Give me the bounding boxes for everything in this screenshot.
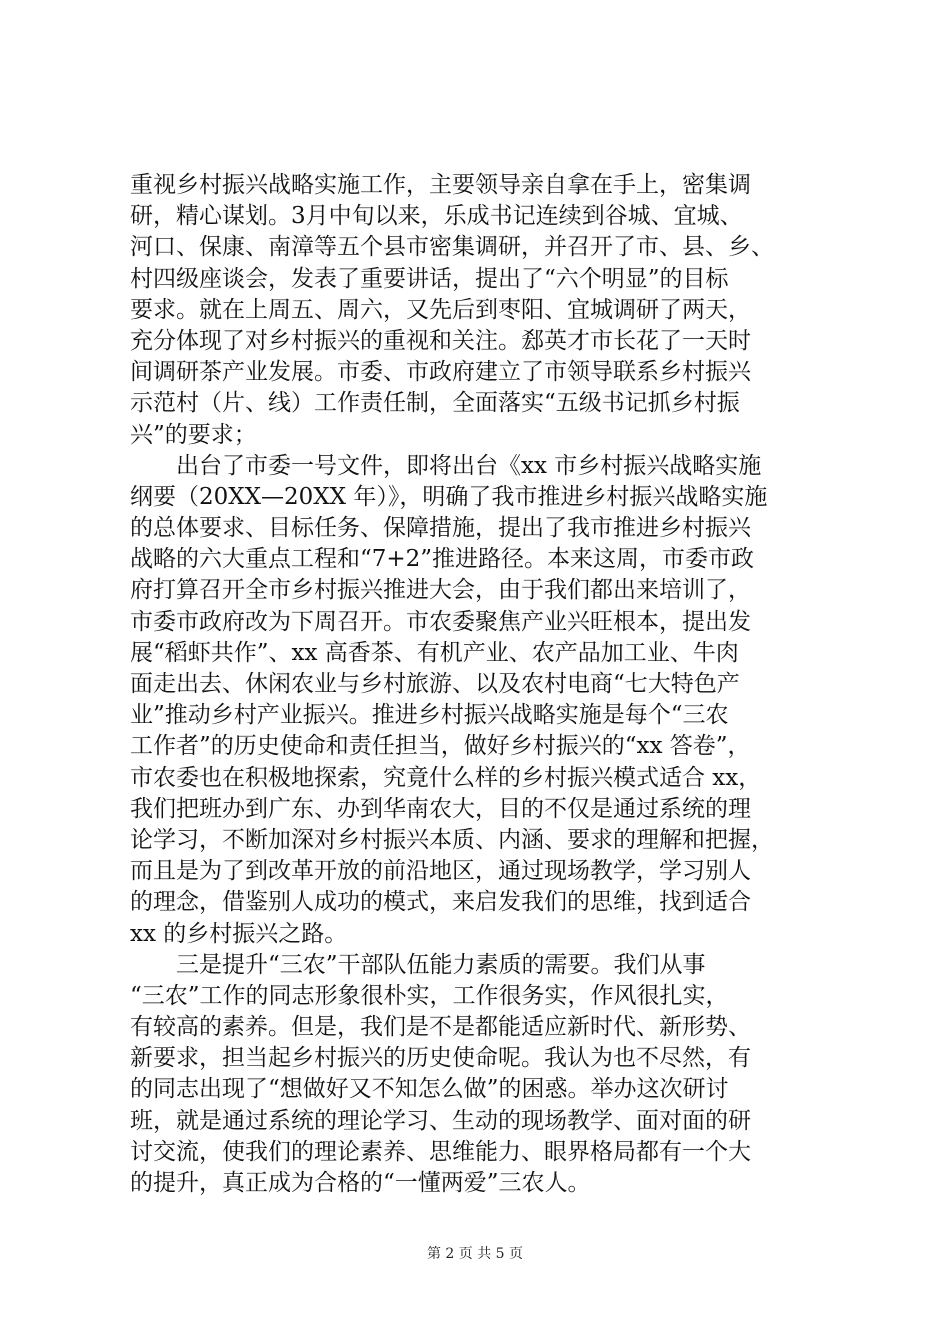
text-line: 河口、保康、南漳等五个县市密集调研，并召开了市、县、乡、 [130,234,774,261]
text-line: 的提升，真正成为合格的“一懂两爱”三农人。 [130,1170,591,1196]
document-body [130,170,830,1199]
text-line: 充分体现了对乡村振兴的重视和关注。郄英才市长花了一天时 [130,327,751,354]
text-line: 面走出去、休闲农业与乡村旅游、以及农村电商“七大特色产 [130,671,740,697]
text-line: 的总体要求、目标任务、保障措施，提出了我市推进乡村振兴 [130,515,751,542]
text-line: 的理念，借鉴别人成功的模式，来启发我们的思维，找到适合 [130,889,751,916]
text-line: 论学习，不断加深对乡村振兴本质、内涵、要求的理解和把握， [130,826,774,853]
text-line: 府打算召开全市乡村振兴推进大会，由于我们都出来培训了， [130,577,751,604]
text-line: 纲要（20XX—20XX 年）》，明确了我市推进乡村振兴战略实施 [130,483,768,510]
text-line: 村四级座谈会，发表了重要讲话，提出了“六个明显”的目标 [130,265,729,292]
text-line: 市委市政府改为下周召开。市农委聚焦产业兴旺根本，提出发 [130,608,751,635]
text-line: 展“稻虾共作”、xx 高香茶、有机产业、农产品加工业、牛肉 [130,639,739,666]
text-line: 业”推动乡村产业振兴。推进乡村振兴战略实施是每个“三农 [130,702,729,729]
text-line: 我们把班办到广东、办到华南农大，目的不仅是通过系统的理 [130,795,751,822]
page-number-footer: 第 2 页 共 5 页 [426,1246,524,1262]
text-line: 兴”的要求； [130,421,257,448]
text-line: 班，就是通过系统的理论学习、生动的现场教学、面对面的研 [130,1107,751,1134]
text-line: 有较高的素养。但是，我们是不是都能适应新时代、新形势、 [130,1014,751,1041]
text-line: 讨交流，使我们的理论素养、思维能力、眼界格局都有一个大 [130,1138,751,1165]
text-line: “三农”工作的同志形象很朴实，工作很务实，作风很扎实， [130,982,729,1009]
text-line: 战略的六大重点工程和“7+2”推进路径。本来这周，市委市政 [130,546,755,573]
text-line: 研，精心谋划。3月中旬以来，乐成书记连续到谷城、宜城、 [130,203,743,230]
text-line: 市农委也在积极地探索，究竟什么样的乡村振兴模式适合 xx， [130,764,762,791]
text-line: 间调研茶产业发展。市委、市政府建立了市领导联系乡村振兴 [130,359,751,386]
text-line: 重视乡村振兴战略实施工作，主要领导亲自拿在手上，密集调 [130,172,751,198]
text-line: 新要求，担当起乡村振兴的历史使命呢。我认为也不尽然，有 [130,1045,751,1072]
text-line: xx 的乡村振兴之路。 [130,920,348,947]
text-line: 出台了市委一号文件，即将出台《xx 市乡村振兴战略实施 [130,452,762,479]
text-line: 示范村（片、线）工作责任制，全面落实“五级书记抓乡村振 [130,390,740,417]
text-line: 而且是为了到改革开放的前沿地区，通过现场教学，学习别人 [130,858,751,885]
text-line: 三是提升“三农”干部队伍能力素质的需要。我们从事 [130,951,706,978]
text-line: 要求。就在上周五、周六，又先后到枣阳、宜城调研了两天， [130,296,751,323]
text-line: 的同志出现了“想做好又不知怎么做”的困惑。举办这次研讨 [130,1076,729,1103]
text-line: 工作者”的历史使命和责任担当，做好乡村振兴的“xx 答卷”， [130,733,751,760]
